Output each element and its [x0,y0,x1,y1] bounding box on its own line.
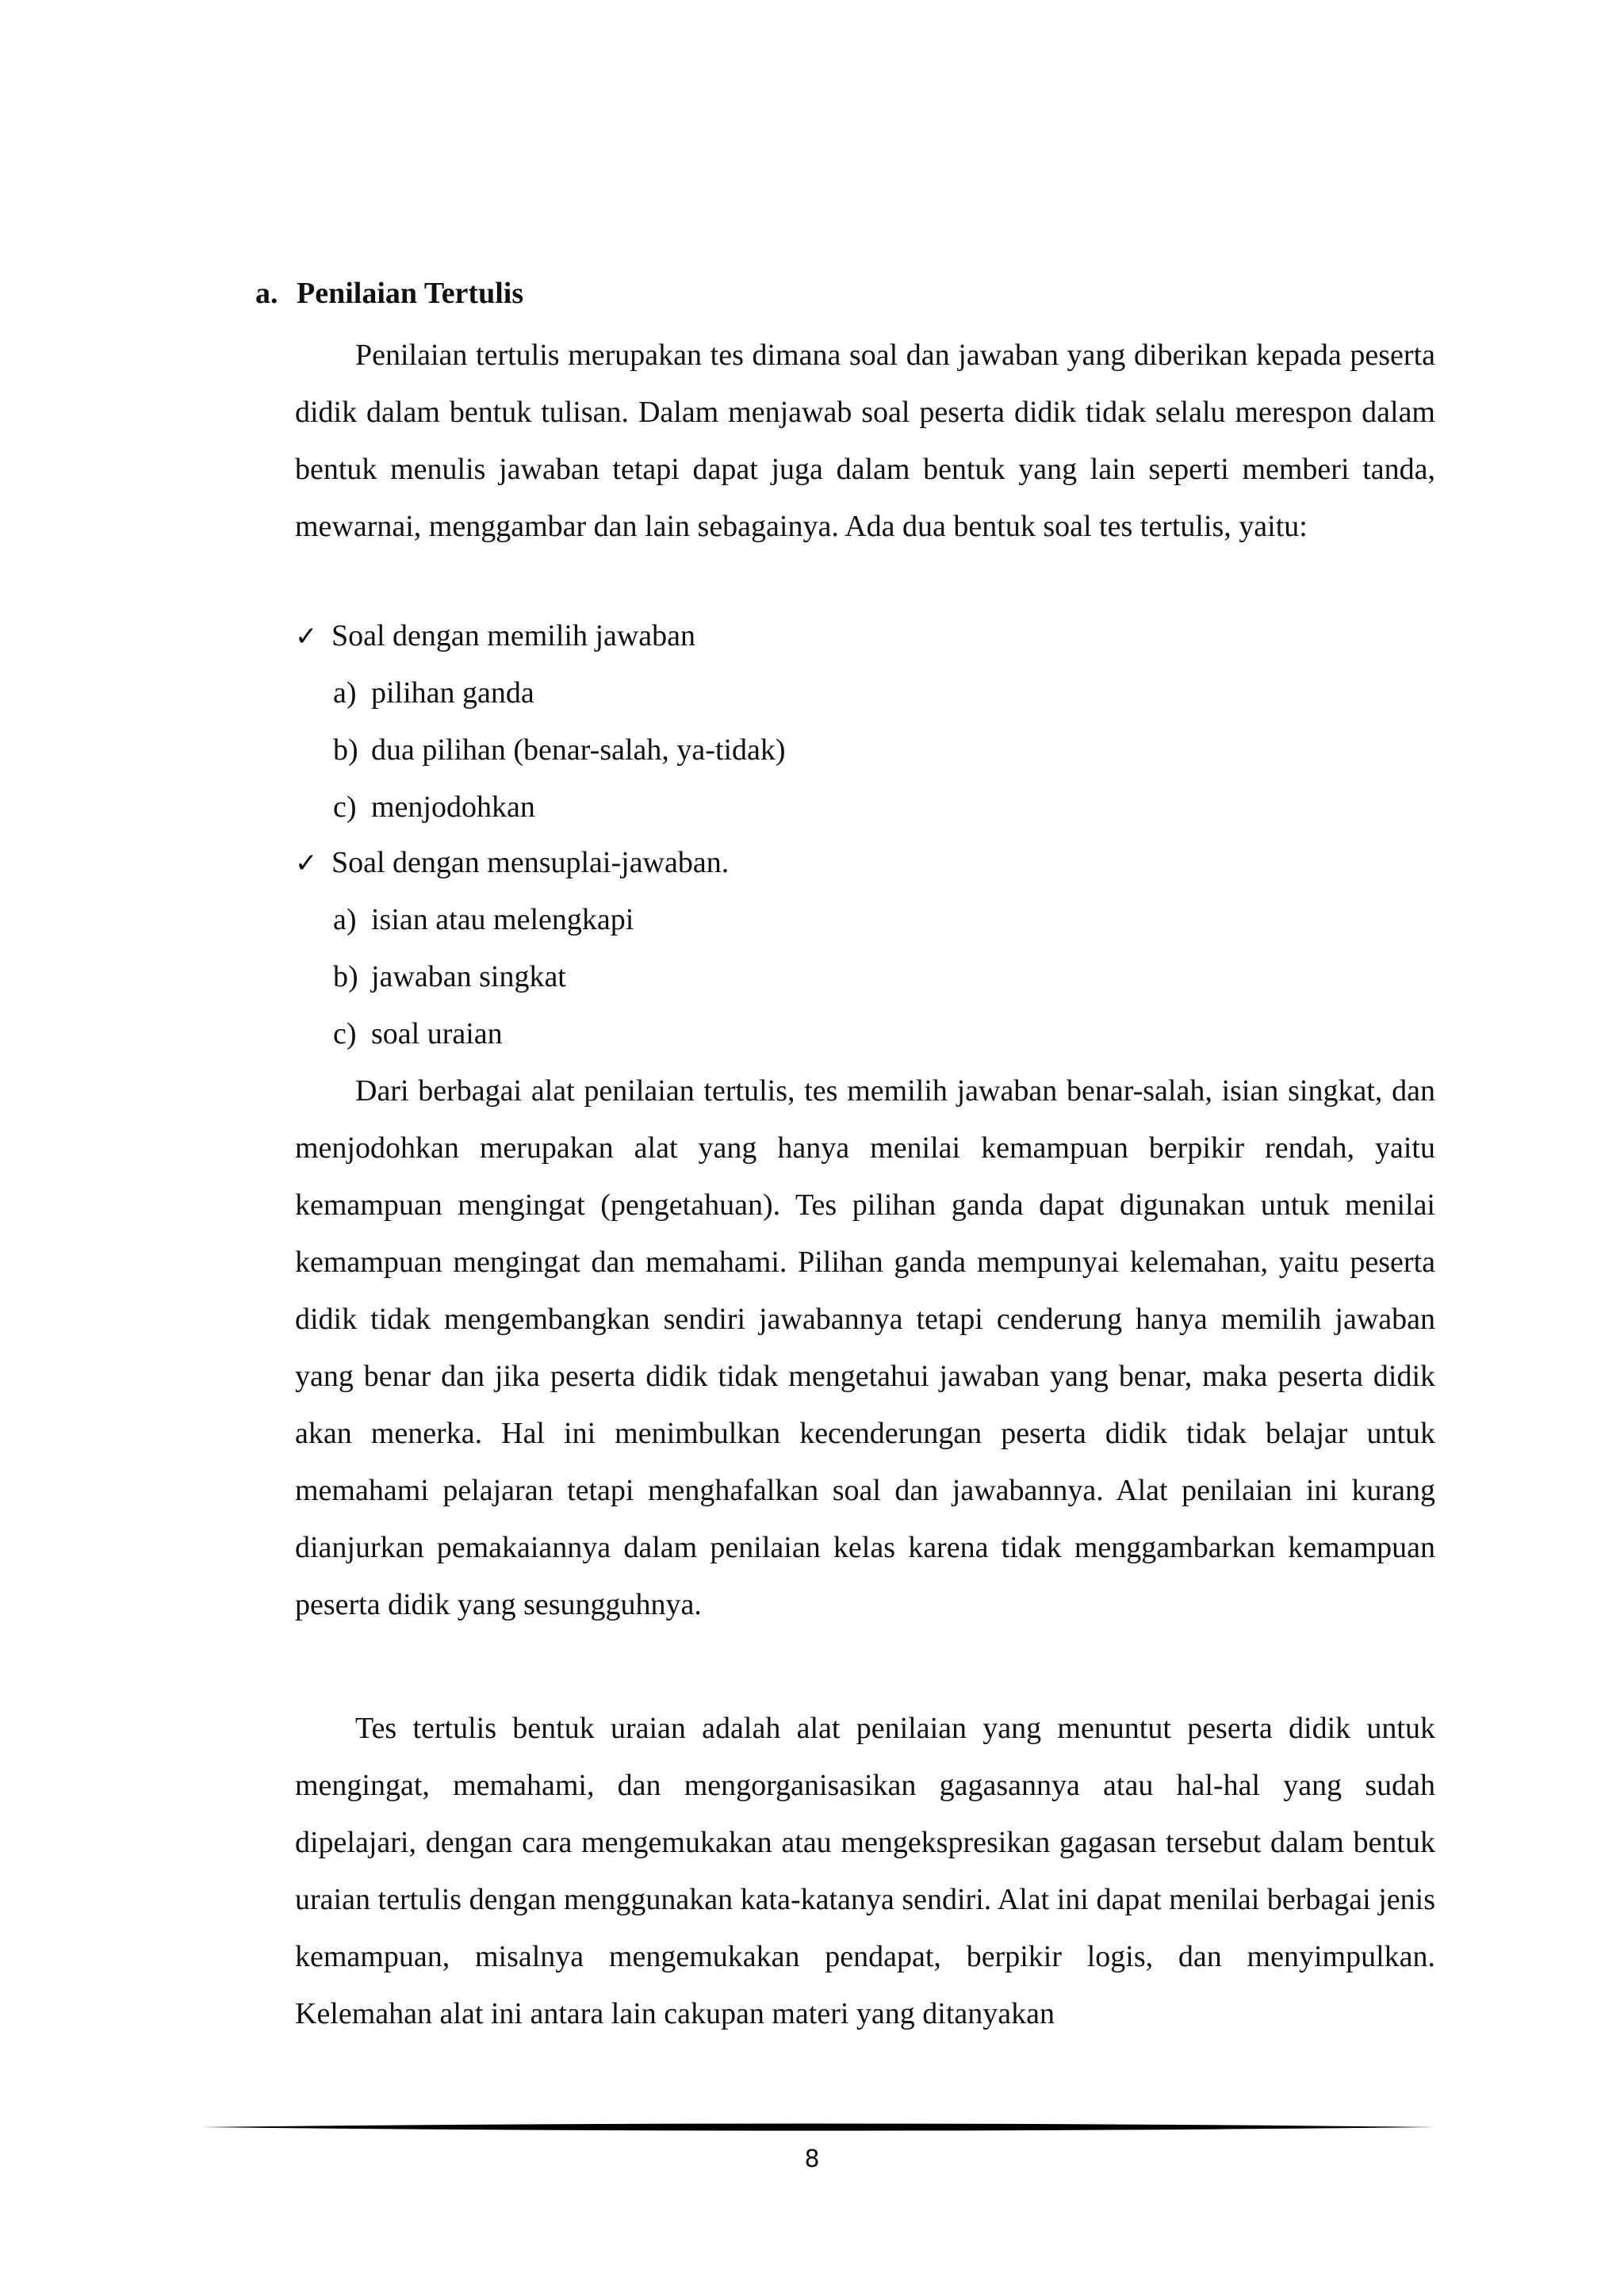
section-title: Penilaian Tertulis [297,277,524,310]
intro-paragraph: Penilaian tertulis merupakan tes dimana soal dan jawaban yang diberikan kepada peserta didik dalam bentuk tulisan. Dalam menjawab soal peserta didik tidak selalu merespon dalam bentuk menulis jawaban tetapi dapat juga dalam bentuk yang lain seperti memberi tanda, mewarnai, menggambar dan lain sebagainya. Ada dua bentuk soal tes tertulis, yaitu: [295,339,1435,543]
check-mark-icon: ✓ [295,848,318,879]
checklist-item-mensuplai [295,839,729,887]
list-item-text: menjodohkan [371,790,535,824]
list-item [333,726,786,774]
list-marker: c) [333,1017,357,1050]
body-paragraph-objective-tests: Dari berbagai alat penilaian tertulis, tes memilih jawaban benar-salah, isian singkat, dan menjodohkan merupakan alat yang hanya menilai kemampuan berpikir rendah, yaitu kemampuan mengingat (pengetahuan). Tes pilihan ganda dapat digunakan untuk menilai kemampuan mengingat dan memahami. Pilihan ganda mempunyai kelemahan, yaitu peserta didik tidak mengembangkan sendiri jawabannya tetapi cenderung hanya memilih jawaban yang benar dan jika peserta didik tidak mengetahui jawaban yang benar, maka peserta didik akan menerka. Hal ini menimbulkan kecenderungan peserta didik tidak belajar untuk memahami pelajaran tetapi menghafalkan soal dan jawabannya. Alat penilaian ini kurang dianjurkan pemakaiannya dalam penilaian kelas karena tidak menggambarkan kemampuan peserta didik yang sesungguhnya. [295,1074,1435,1621]
checklist-label: Soal dengan memilih jawaban [331,619,696,652]
section-marker: a. [255,277,278,310]
list-marker: c) [333,790,357,824]
list-item-text: isian atau melengkapi [371,903,634,936]
check-mark-icon: ✓ [295,621,318,652]
list-marker: a) [333,676,357,710]
checklist-label: Soal dengan mensuplai-jawaban. [331,846,730,879]
list-item-text: dua pilihan (benar-salah, ya-tidak) [371,733,786,767]
list-marker: a) [333,903,357,936]
list-item [333,953,566,1001]
checklist-item-memilih [295,612,695,660]
list-marker: b) [333,960,358,993]
footer-divider [198,2122,1435,2133]
list-item [333,896,634,943]
list-item-text: jawaban singkat [371,960,566,993]
section-heading [255,271,523,316]
list-item-text: soal uraian [371,1017,503,1050]
list-item [333,1010,503,1058]
page-number: 8 [804,2145,820,2173]
list-item-text: pilihan ganda [371,676,534,710]
list-item [333,669,534,717]
body-paragraph-essay-tests: Tes tertulis bentuk uraian adalah alat penilaian yang menuntut peserta didik untuk mengingat, memahami, dan mengorganisasikan gagasannya atau hal-hal yang sudah dipelajari, dengan cara mengemukakan atau mengekspresikan gagasan tersebut dalam bentuk uraian tertulis dengan menggunakan kata-katanya sendiri. Alat ini dapat menilai berbagai jenis kemampuan, misalnya mengemukakan pendapat, berpikir logis, dan menyimpulkan. Kelemahan alat ini antara lain cakupan materi yang ditanyakan [295,1712,1435,2030]
list-marker: b) [333,733,358,767]
list-item [333,783,535,831]
